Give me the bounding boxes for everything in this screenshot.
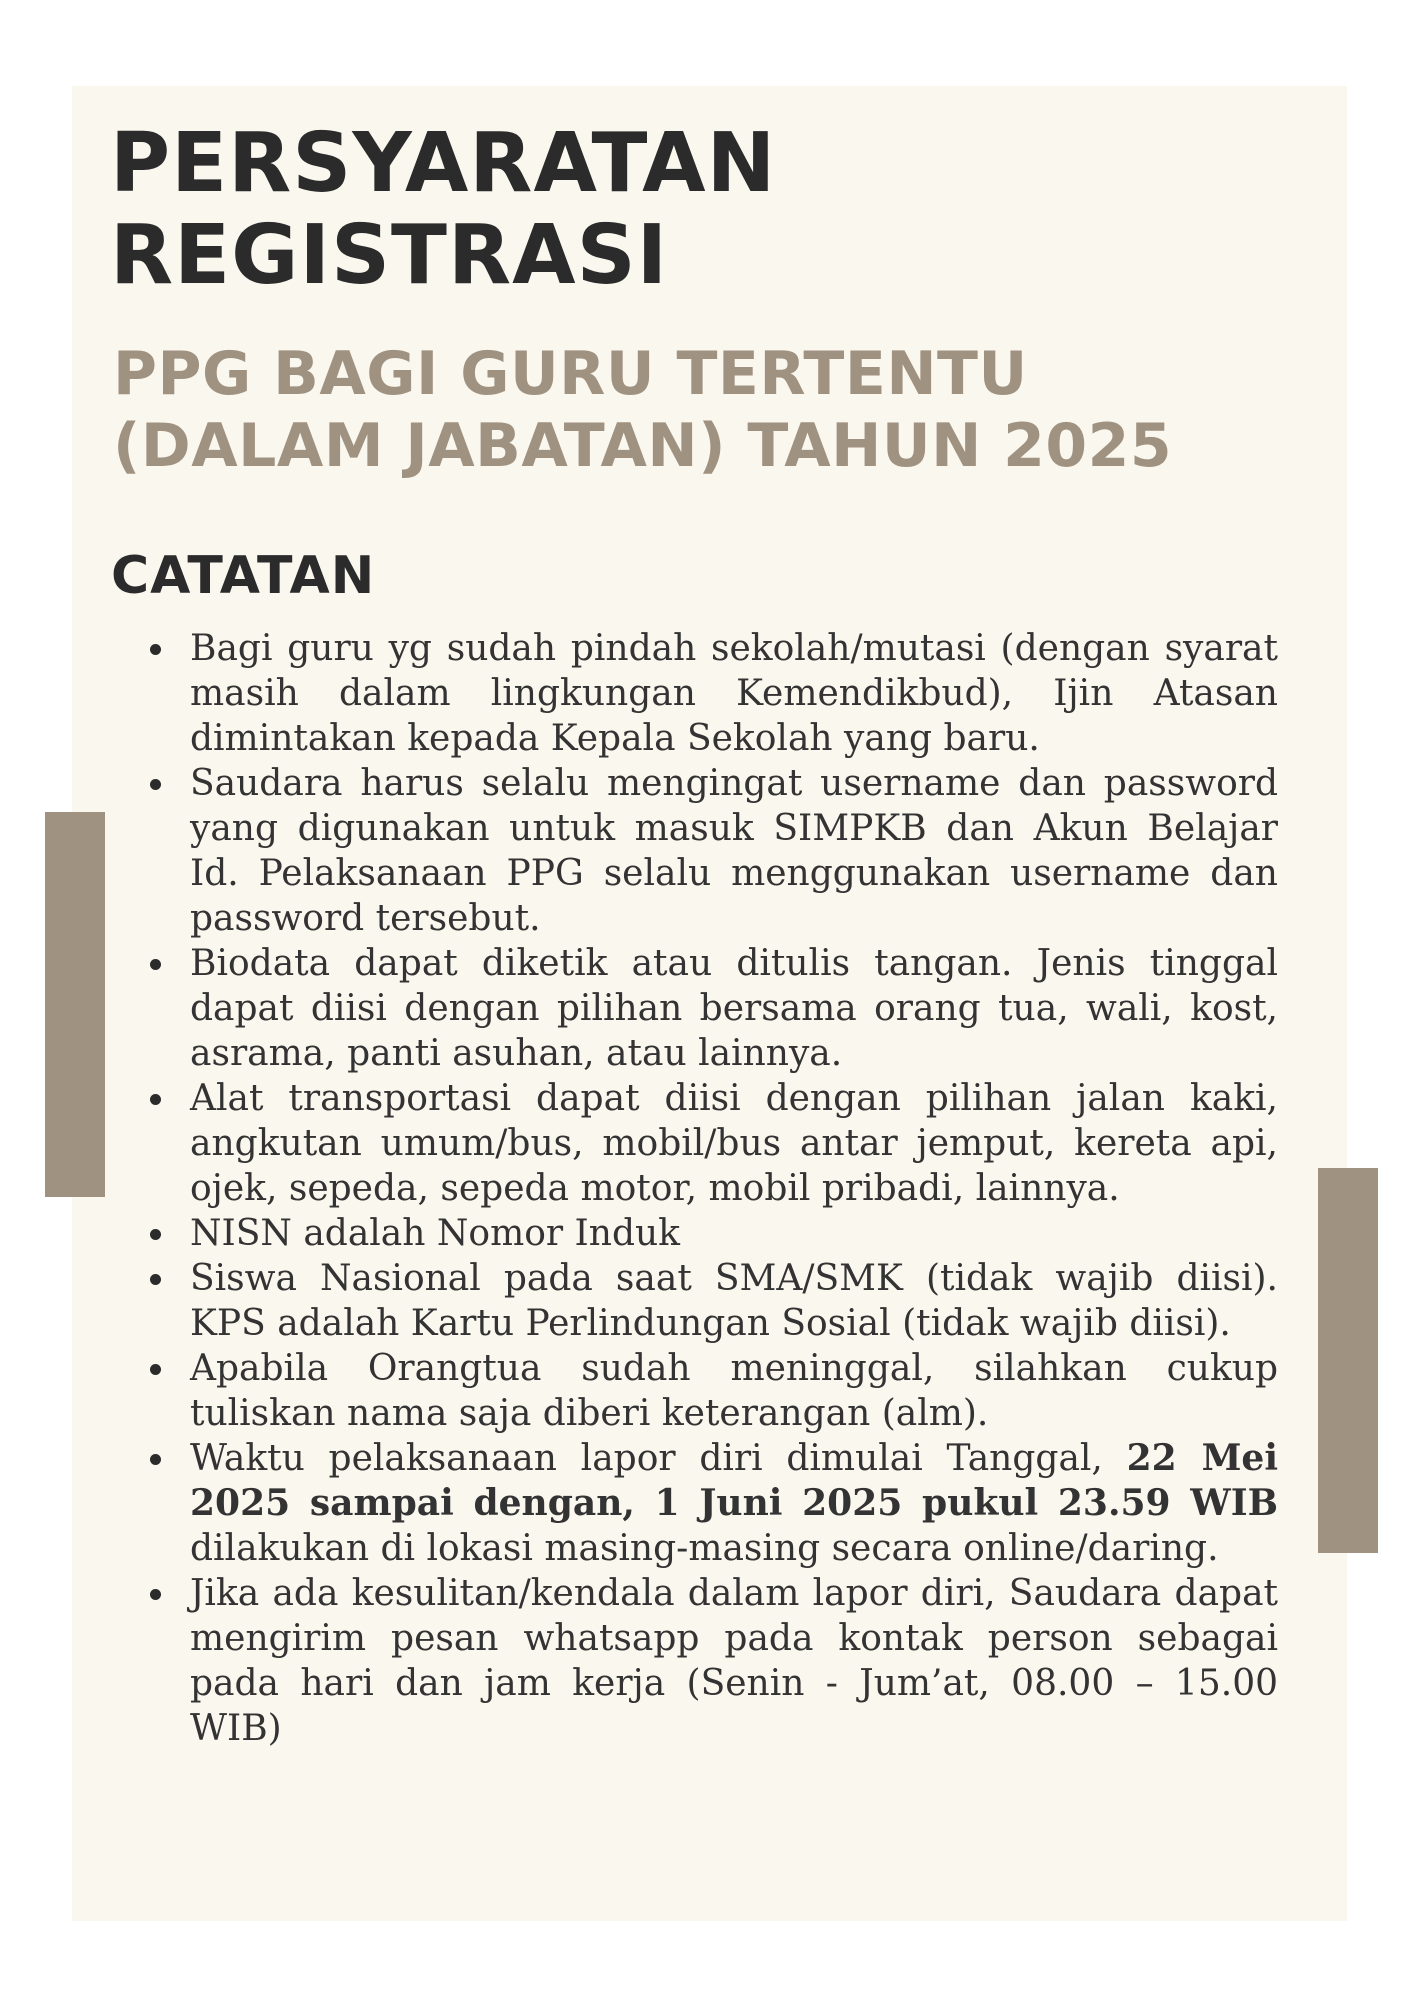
list-item: Bagi guru yg sudah pindah sekolah/mutasi (dengan syarat masih dalam lingkungan Kemendikbud), Ijin Atasan dimintakan kepada Kepala Sekolah yang baru. — [150, 626, 1278, 761]
list-item: Siswa Nasional pada saat SMA/SMK (tidak wajib diisi). KPS adalah Kartu Perlindungan Sosial (tidak wajib diisi). — [150, 1256, 1278, 1346]
list-item: Jika ada kesulitan/kendala dalam lapor diri, Saudara dapat mengirim pesan whatsapp pada kontak person sebagai pada hari dan jam kerja (Senin - Jum’at, 08.00 – 15.00 WIB) — [150, 1571, 1278, 1751]
list-item: Alat transportasi dapat diisi dengan pilihan jalan kaki, angkutan umum/bus, mobil/bus antar jemput, kereta api, ojek, sepeda, sepeda motor, mobil pribadi, lainnya. — [150, 1076, 1278, 1211]
left-accent-bar — [45, 812, 105, 1197]
list-item: NISN adalah Nomor Induk — [150, 1211, 1278, 1256]
subtitle-line-1: PPG BAGI GURU TERTENTU — [113, 339, 1028, 409]
page-title — [110, 118, 1210, 302]
subtitle-line-2: (DALAM JABATAN) TAHUN 2025 — [113, 411, 1173, 481]
list-item — [150, 1436, 1278, 1571]
list-item: Biodata dapat diketik atau ditulis tangan. Jenis tinggal dapat diisi dengan pilihan bersama orang tua, wali, kost, asrama, panti asuhan, atau lainnya. — [150, 941, 1278, 1076]
notes-list — [150, 626, 1278, 1751]
list-item: Apabila Orangtua sudah meninggal, silahkan cukup tuliskan nama saja diberi keterangan (alm). — [150, 1346, 1278, 1436]
title-line-2: REGISTRASI — [110, 208, 669, 303]
section-heading: CATATAN — [111, 546, 376, 606]
page-subtitle — [113, 338, 1313, 482]
schedule-text-before: Waktu pelaksanaan lapor diri dimulai Tanggal, — [190, 1438, 1127, 1479]
schedule-text-after: dilakukan di lokasi masing-masing secara online/daring. — [190, 1528, 1219, 1569]
right-accent-bar — [1318, 1168, 1378, 1553]
schedule-dates: 22 Mei 2025 sampai dengan, 1 Juni 2025 pukul 23.59 WIB — [190, 1437, 1278, 1524]
list-item: Saudara harus selalu mengingat username dan password yang digunakan untuk masuk SIMPKB dan Akun Belajar Id. Pelaksanaan PPG selalu menggunakan username dan password tersebut. — [150, 761, 1278, 941]
title-line-1: PERSYARATAN — [110, 116, 777, 211]
